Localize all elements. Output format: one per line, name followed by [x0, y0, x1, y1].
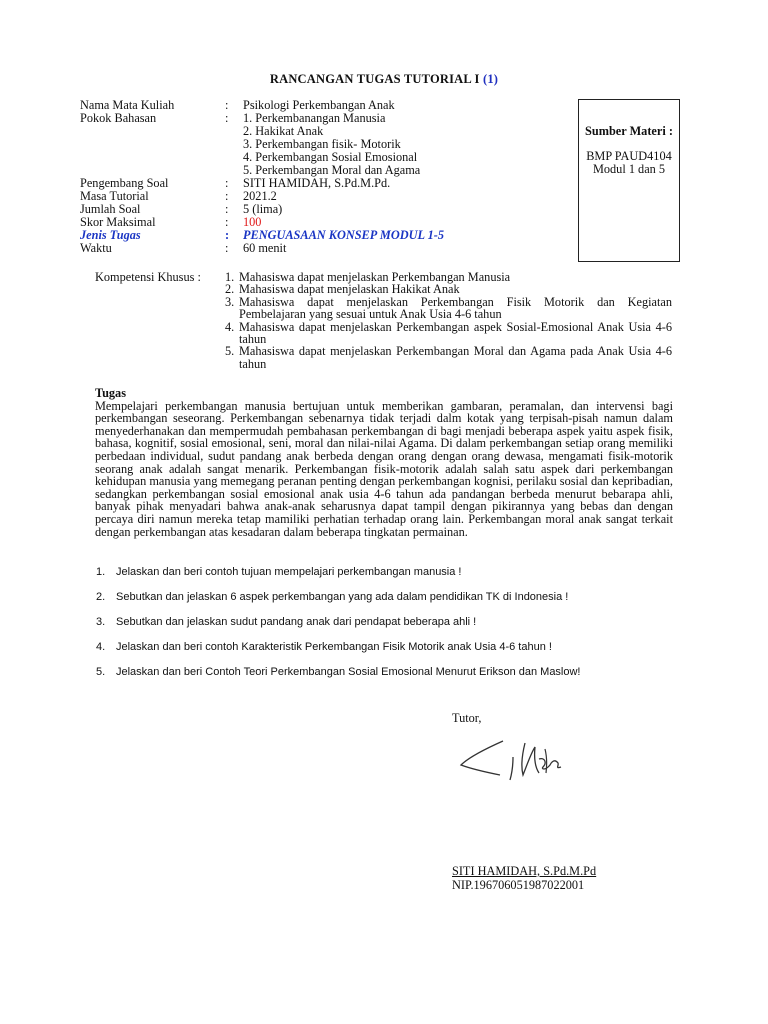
kompetensi-item [225, 345, 672, 370]
info-value: 5 (lima) [243, 202, 283, 216]
info-colon: : [225, 189, 229, 203]
info-value: SITI HAMIDAH, S.Pd.M.Pd. [243, 176, 391, 190]
tugas-section [95, 387, 673, 538]
info-label [80, 125, 225, 138]
info-value: 3. Perkembangan fisik- Motorik [243, 137, 401, 151]
question-text: Jelaskan dan beri contoh Karakteristik Perkembangan Fisik Motorik anak Usia 4-6 tahun ! [116, 641, 552, 653]
info-colon: : [225, 241, 229, 255]
kompetensi-item [225, 321, 672, 346]
tugas-heading: Tugas [95, 386, 126, 400]
kompetensi-text: Mahasiswa dapat menjelaskan Perkembangan Fisik Motorik dan Kegiatan Pembelajaran yang sesuai untuk Anak Usia 4-6 tahun [239, 294, 672, 322]
sumber-line-2: Modul 1 dan 5 [592, 162, 666, 176]
question-text: Jelaskan dan beri contoh tujuan mempelajari perkembangan manusia ! [116, 566, 462, 578]
info-value: 60 menit [243, 241, 287, 255]
kompetensi-item [225, 296, 672, 321]
question-item [96, 591, 696, 616]
title-number: (1) [482, 72, 499, 86]
kompetensi-text: Mahasiswa dapat menjelaskan Hakikat Anak [239, 282, 460, 297]
course-info [80, 99, 580, 255]
info-colon: : [225, 111, 229, 125]
info-row [80, 190, 580, 203]
question-text: Jelaskan dan beri Contoh Teori Perkembangan Sosial Emosional Menurut Erikson dan Maslow! [116, 666, 581, 678]
info-colon [225, 138, 243, 151]
info-label: Skor Maksimal [80, 215, 156, 229]
info-value: 4. Perkembangan Sosial Emosional [243, 150, 418, 164]
sumber-heading: Sumber Materi : [585, 124, 673, 138]
kompetensi-text: Mahasiswa dapat menjelaskan Perkembangan Moral dan Agama pada Anak Usia 4-6 tahun [239, 344, 672, 371]
kompetensi-number: 5. [225, 344, 235, 359]
info-colon: : [225, 176, 229, 190]
question-list [96, 566, 696, 691]
info-colon: : [225, 215, 229, 229]
info-value: 5. Perkembangan Moral dan Agama [243, 163, 421, 177]
sumber-materi-box [578, 99, 680, 262]
info-colon [225, 125, 243, 138]
info-value: PENGUASAAN KONSEP MODUL 1-5 [243, 228, 444, 242]
info-value: Psikologi Perkembangan Anak [243, 98, 395, 112]
question-number: 5. [96, 666, 106, 678]
info-label: Masa Tutorial [80, 189, 149, 203]
kompetensi-label: Kompetensi Khusus : [95, 270, 201, 284]
info-label: Jenis Tugas [80, 228, 141, 242]
info-colon: : [225, 202, 229, 216]
info-row [80, 112, 580, 125]
question-text: Sebutkan dan jelaskan 6 aspek perkembangan yang ada dalam pendidikan TK di Indonesia ! [116, 591, 569, 603]
signature-image [455, 735, 575, 785]
info-value: 1. Perkembanangan Manusia [243, 111, 386, 125]
question-item [96, 666, 696, 691]
document-title [0, 72, 768, 87]
question-number: 3. [96, 616, 106, 628]
info-label: Waktu [80, 241, 112, 255]
signatory-block [452, 864, 596, 892]
question-item [96, 641, 696, 666]
info-value: 100 [243, 215, 262, 229]
info-label: Pokok Bahasan [80, 111, 157, 125]
info-label: Jumlah Soal [80, 202, 141, 216]
kompetensi-item [225, 283, 672, 295]
tutor-label: Tutor, [452, 711, 482, 725]
info-row [80, 229, 580, 242]
info-value: 2021.2 [243, 189, 277, 203]
info-colon: : [225, 98, 229, 112]
question-number: 1. [96, 566, 106, 578]
kompetensi-text: Mahasiswa dapat menjelaskan Perkembangan Manusia [239, 270, 511, 284]
question-item [96, 566, 696, 591]
info-row [80, 177, 580, 190]
signatory-name: SITI HAMIDAH, S.Pd.M.Pd [452, 864, 597, 878]
info-label [80, 138, 225, 151]
kompetensi-list [225, 271, 672, 370]
info-value: 2. Hakikat Anak [243, 124, 324, 138]
info-label: Nama Mata Kuliah [80, 98, 175, 112]
title-text: RANCANGAN TUGAS TUTORIAL I [269, 72, 480, 86]
kompetensi-text: Mahasiswa dapat menjelaskan Perkembangan aspek Sosial-Emosional Anak Usia 4-6 tahun [239, 319, 672, 347]
kompetensi-number: 1. [225, 270, 235, 284]
question-number: 2. [96, 591, 106, 603]
kompetensi-number: 2. [225, 282, 235, 297]
question-text: Sebutkan dan jelaskan sudut pandang anak dari pendapat beberapa ahli ! [116, 616, 477, 628]
info-row [80, 242, 580, 255]
sumber-line-1: BMP PAUD4104 [586, 149, 672, 163]
signatory-nip: NIP.196706051987022001 [452, 878, 585, 892]
kompetensi-number: 4. [225, 319, 235, 334]
info-label: Pengembang Soal [80, 176, 169, 190]
info-colon [225, 151, 243, 164]
question-number: 4. [96, 641, 106, 653]
kompetensi-number: 3. [225, 294, 235, 309]
question-item [96, 616, 696, 641]
info-colon: : [225, 228, 230, 242]
tugas-body: Mempelajari perkembangan manusia bertujuan untuk memberikan gambaran, peramalan, dan intervensi bagi perkembangan seseorang. Perkembangan sebenarnya tidak terjadi dalm kotak yang terpisah-pisah namun dalam menyederhanakan dan mempermudah pembahasan perkembangan di bagi menjadi beberapa aspek yaitu aspek fisik, bahasa, kognitif, sosial emosional, seni, moral dan nilai-nilai Agama. Di dalam perkembangan setiap orang memiliki perbedaan individual, sudut pandang anak berbeda dengan orang dengan orang dewasa, mengamati fisik-motorik seorang anak adalah sangat menarik. Perkembangan fisik-motorik adalah salah satu aspek dari perkembangan kehidupan manusia yang memegang peranan penting dengan perkembangan kognisi, perilaku sosial dan kepribadian, sedangkan perkembangan sosial emosional anak usia 4-6 tahun ada pandangan berbeda menurut bebarapa ahli, banyak pihak menyadari bahwa anak-anak seharusnya dapat tampil dengan pikirannya yang bebas dan dengan percaya diri namun mereka tetap mamiliki perhatian terhadap orang lain. Perkembangan moral anak sangat terkait dengan perkembangan atas kesadaran dalam beberapa tingkatan permainan. [95, 398, 673, 539]
info-label [80, 151, 225, 164]
